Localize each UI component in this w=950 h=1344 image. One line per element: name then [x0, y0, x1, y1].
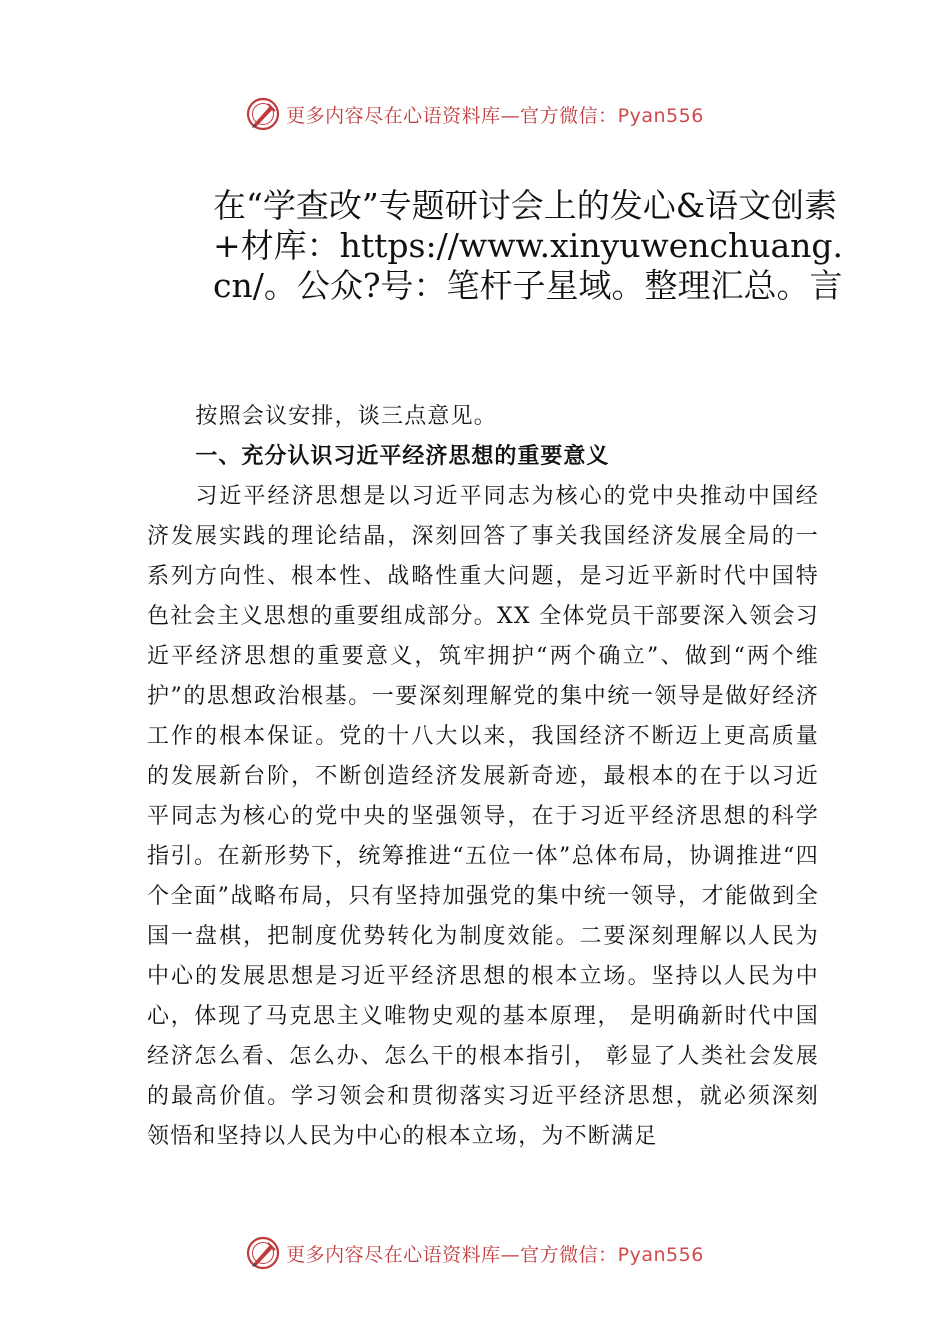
- document-title: 在“学查改”专题研讨会上的发心&语文创素+材库：https://www.xinyuwenchuang.cn/。公众?号：笔杆子星域。整理汇总。言: [213, 186, 844, 305]
- header-wechat-id: Pyan556: [617, 104, 704, 127]
- intro-paragraph: 按照会议安排，谈三点意见。: [195, 404, 497, 429]
- footer-banner-message: 更多内容尽在心语资料库—官方微信：: [286, 1243, 618, 1266]
- document-body: [147, 397, 819, 1157]
- section-1-heading: 一、充分认识习近平经济思想的重要意义: [195, 444, 610, 469]
- header-banner: [0, 94, 950, 134]
- pen-logo-icon: [246, 97, 280, 131]
- pen-logo-icon: [246, 1236, 280, 1270]
- section-1-paragraph: 习近平经济思想是以习近平同志为核心的党中央推动中国经济发展实践的理论结晶，深刻回答了事关我国经济发展全局的一系列方向性、根本性、战略性重大问题，是习近平新时代中国特色社会主义思想的重要组成部分。XX 全体党员干部要深入领会习近平经济思想的重要意义，筑牢拥护“两个确立”、做到“两个维护”的思想政治根基。一要深刻理解党的集中统一领导是做好经济工作的根本保证。党的十八大以来，我国经济不断迈上更高质量的发展新台阶，不断创造经济发展新奇迹，最根本的在于以习近平同志为核心的党中央的坚强领导，在于习近平经济思想的科学指引。在新形势下，统筹推进“五位一体”总体布局，协调推进“四个全面”战略布局，只有坚持加强党的集中统一领导，才能做到全国一盘棋，把制度优势转化为制度效能。二要深刻理解以人民为中心的发展思想是习近平经济思想的根本立场。坚持以人民为中心，体现了马克思主义唯物史观的基本原理， 是明确新时代中国经济怎么看、怎么办、怎么干的根本指引， 彰显了人类社会发展的最高价值。学习领会和贯彻落实习近平经济思想，就必须深刻领悟和坚持以人民为中心的根本立场，为不断满足: [147, 484, 819, 1149]
- header-banner-text: [286, 101, 704, 128]
- header-banner-message: 更多内容尽在心语资料库—官方微信：: [286, 104, 618, 127]
- footer-wechat-id: Pyan556: [617, 1243, 704, 1266]
- footer-banner: [0, 1233, 950, 1273]
- footer-banner-text: [286, 1240, 704, 1267]
